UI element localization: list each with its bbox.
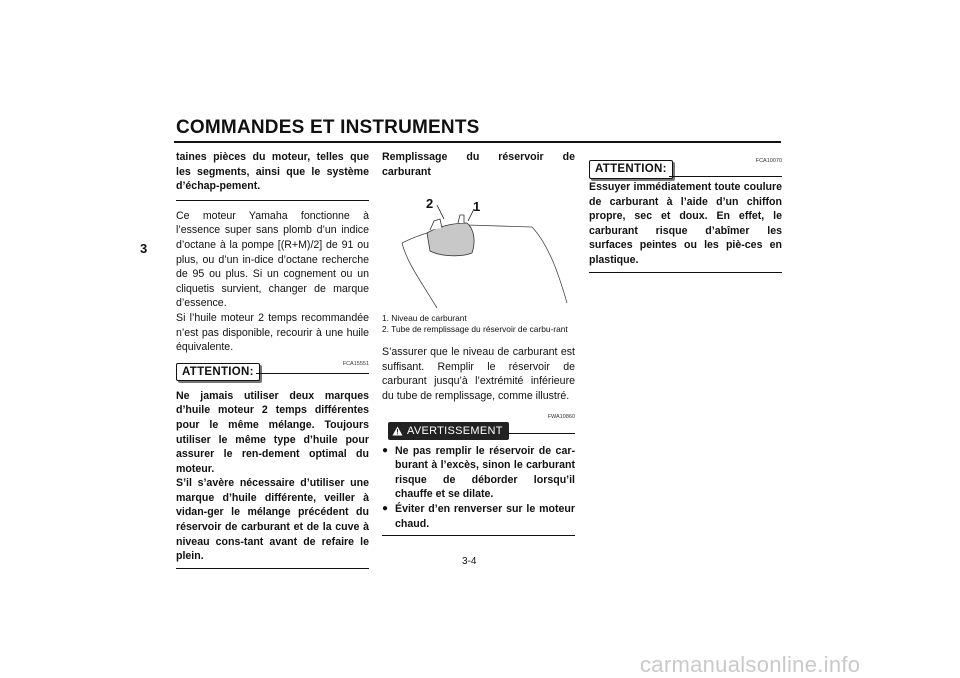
- page-number: 3-4: [462, 556, 477, 567]
- warning-header: [382, 410, 575, 440]
- header-rule: [174, 141, 781, 143]
- divider: [176, 200, 369, 201]
- attention-label: ATTENTION:: [176, 363, 260, 382]
- divider: [382, 535, 575, 536]
- divider: [589, 272, 782, 273]
- figure-label: 1: [473, 199, 481, 215]
- divider: [256, 373, 369, 374]
- warning-label: AVERTISSEMENT: [407, 424, 503, 437]
- attention-code: FCA15551: [342, 360, 369, 367]
- warning-code: FWA10860: [547, 413, 575, 420]
- page-title: COMMANDES ET INSTRUMENTS: [176, 117, 480, 138]
- divider: [176, 568, 369, 569]
- divider: [508, 433, 575, 434]
- warning-label-box: [388, 422, 509, 441]
- oil-paragraph: Si l’huile moteur 2 temps recommandée n’est pas disponible, recourir à une huile équivalente.: [176, 311, 369, 354]
- figure-caption: 2. Tube de remplissage du réservoir de carbu-rant: [382, 324, 568, 335]
- attention-label: ATTENTION:: [589, 160, 673, 179]
- column-left: [176, 150, 369, 569]
- column-middle: [382, 150, 575, 536]
- attention-text: Essuyer immédiatement toute coulure de carburant à l’aide d’un chiffon propre, sec et doux. En effet, le carburant risque d’abîmer les surfaces peintes ou les piè-ces en plastique.: [589, 181, 782, 266]
- warning-bullet: ● Éviter d’en renverser sur le moteur chaud.: [382, 502, 575, 531]
- lead-text: taines pièces du moteur, telles que les segments, ainsi que le système d’échap-pement.: [176, 151, 369, 193]
- attention-header: [176, 360, 369, 389]
- figure-caption: 1. Niveau de carburant: [382, 313, 467, 324]
- warning-icon: [392, 426, 403, 436]
- warning-bullet: ● Ne pas remplir le réservoir de car-burant à l’excès, sinon le carburant risque de déborder lorsqu’il chauffe et se dilate.: [382, 444, 575, 502]
- fill-paragraph: S’assurer que le niveau de carburant est suffisant. Remplir le réservoir de carburant jusqu’à l’extrémité inférieure du tube de remplissage, comme illustré.: [382, 346, 575, 402]
- divider: [669, 176, 782, 177]
- attention-header: [589, 150, 782, 180]
- section-heading: Remplissage du réservoir de carburant: [382, 151, 575, 178]
- fuel-tank-figure: [382, 183, 575, 313]
- footer-watermark: carmanualsonline.info: [640, 652, 861, 677]
- column-right: [589, 150, 782, 273]
- attention-text: Ne jamais utiliser deux marques d’huile moteur 2 temps différentes pour le même mélange. Toujours utiliser le même type d’huile pour assurer le ren-dement optimal du moteur.: [176, 389, 369, 475]
- figure-label: 2: [426, 196, 434, 212]
- fuel-paragraph: Ce moteur Yamaha fonctionne à l’essence super sans plomb d’un indice d’octane à la pompe [(R+M)/2] de 91 ou plus, ou d’un in-dice d’octane recherche de 95 ou plus. Si un cognement ou un cliquetis survient, changer de marque d’essence.: [176, 209, 369, 310]
- attention-text: S’il s’avère nécessaire d’utiliser une marque d’huile différente, veiller à vidan-ger le mélange précédent du réservoir de carburant et de la cuve à niveau cons-tant avant de refaire le plein.: [176, 477, 369, 563]
- chapter-tab: 3: [140, 241, 148, 256]
- attention-code: FCA10070: [755, 158, 782, 164]
